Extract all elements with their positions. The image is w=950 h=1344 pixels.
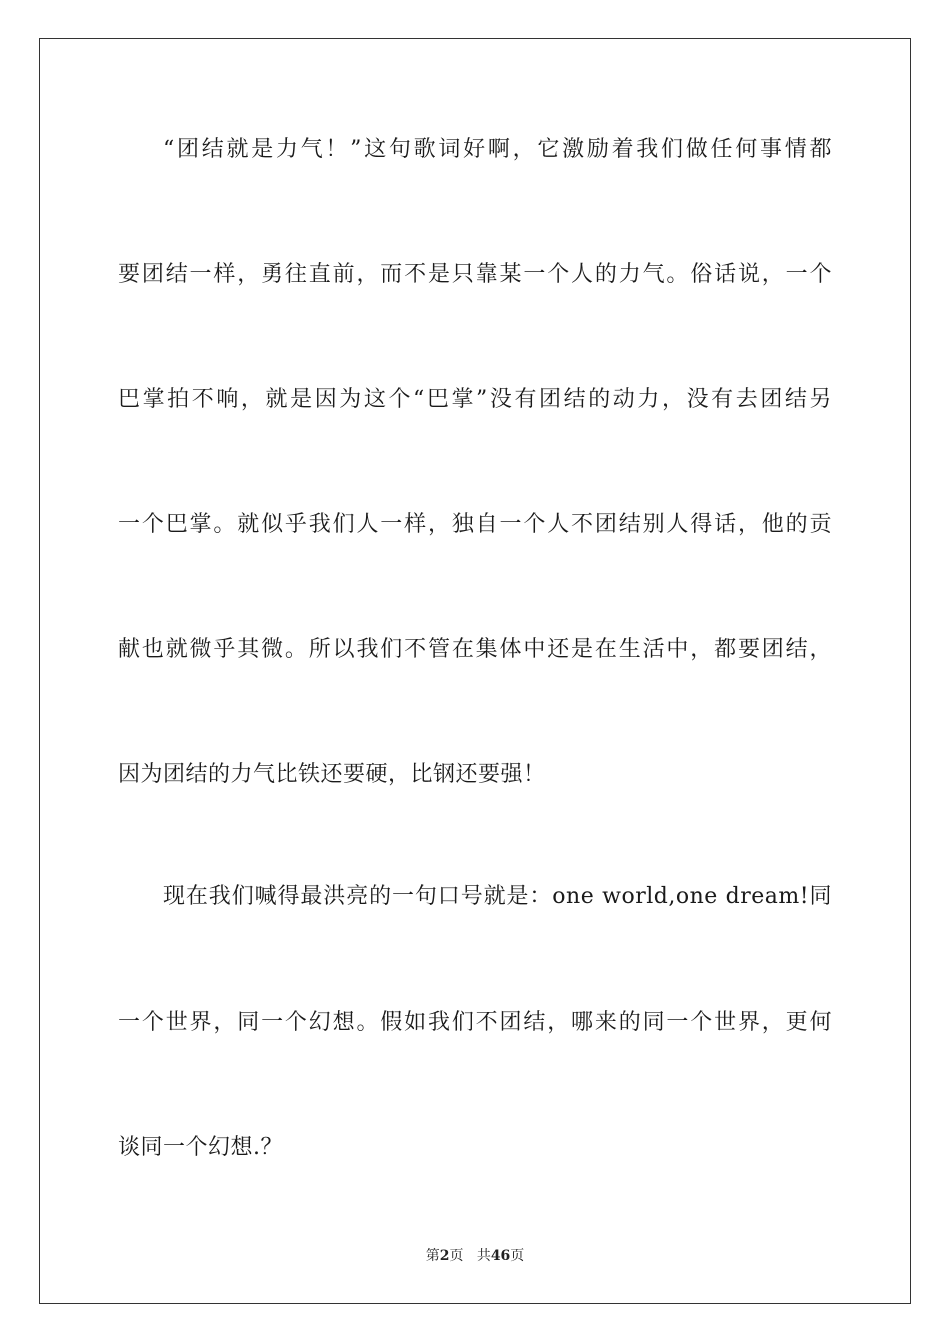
paragraph-1-line-3: 巴掌拍不响，就是因为这个“巴掌”没有团结的动力，没有去团结另 (118, 387, 832, 412)
paragraph-1-line-4: 一个巴掌。就似乎我们人一样，独自一个人不团结别人得话，他的贡 (118, 512, 832, 537)
paragraph-1-line-5: 献也就微乎其微。所以我们不管在集体中还是在生活中，都要团结， (118, 637, 832, 662)
paragraph-2-line-2: 一个世界，同一个幻想。假如我们不团结，哪来的同一个世界，更何 (118, 1010, 832, 1035)
total-suffix: 页 (510, 1248, 525, 1264)
paragraph-2-line-3: 谈同一个幻想.？ (118, 1135, 283, 1160)
paragraph-1-line-2: 要团结一样，勇往直前，而不是只靠某一个人的力气。俗话说，一个 (118, 262, 832, 287)
page-border (39, 38, 911, 1304)
paragraph-1-line-6: 因为团结的力气比铁还要硬，比钢还要强！ (118, 762, 546, 787)
total-pages: 46 (490, 1248, 511, 1264)
page-suffix: 页 (449, 1248, 464, 1264)
paragraph-2-line-1: 现在我们喊得最洪亮的一句口号就是：one world,one dream!同 (163, 884, 832, 909)
paragraph-1-line-1: “团结就是力气！”这句歌词好啊，它激励着我们做任何事情都 (163, 137, 832, 162)
total-prefix: 共 (476, 1248, 491, 1264)
page-prefix: 第 (425, 1248, 440, 1264)
page-footer (0, 1247, 950, 1265)
page-number: 2 (439, 1248, 450, 1264)
